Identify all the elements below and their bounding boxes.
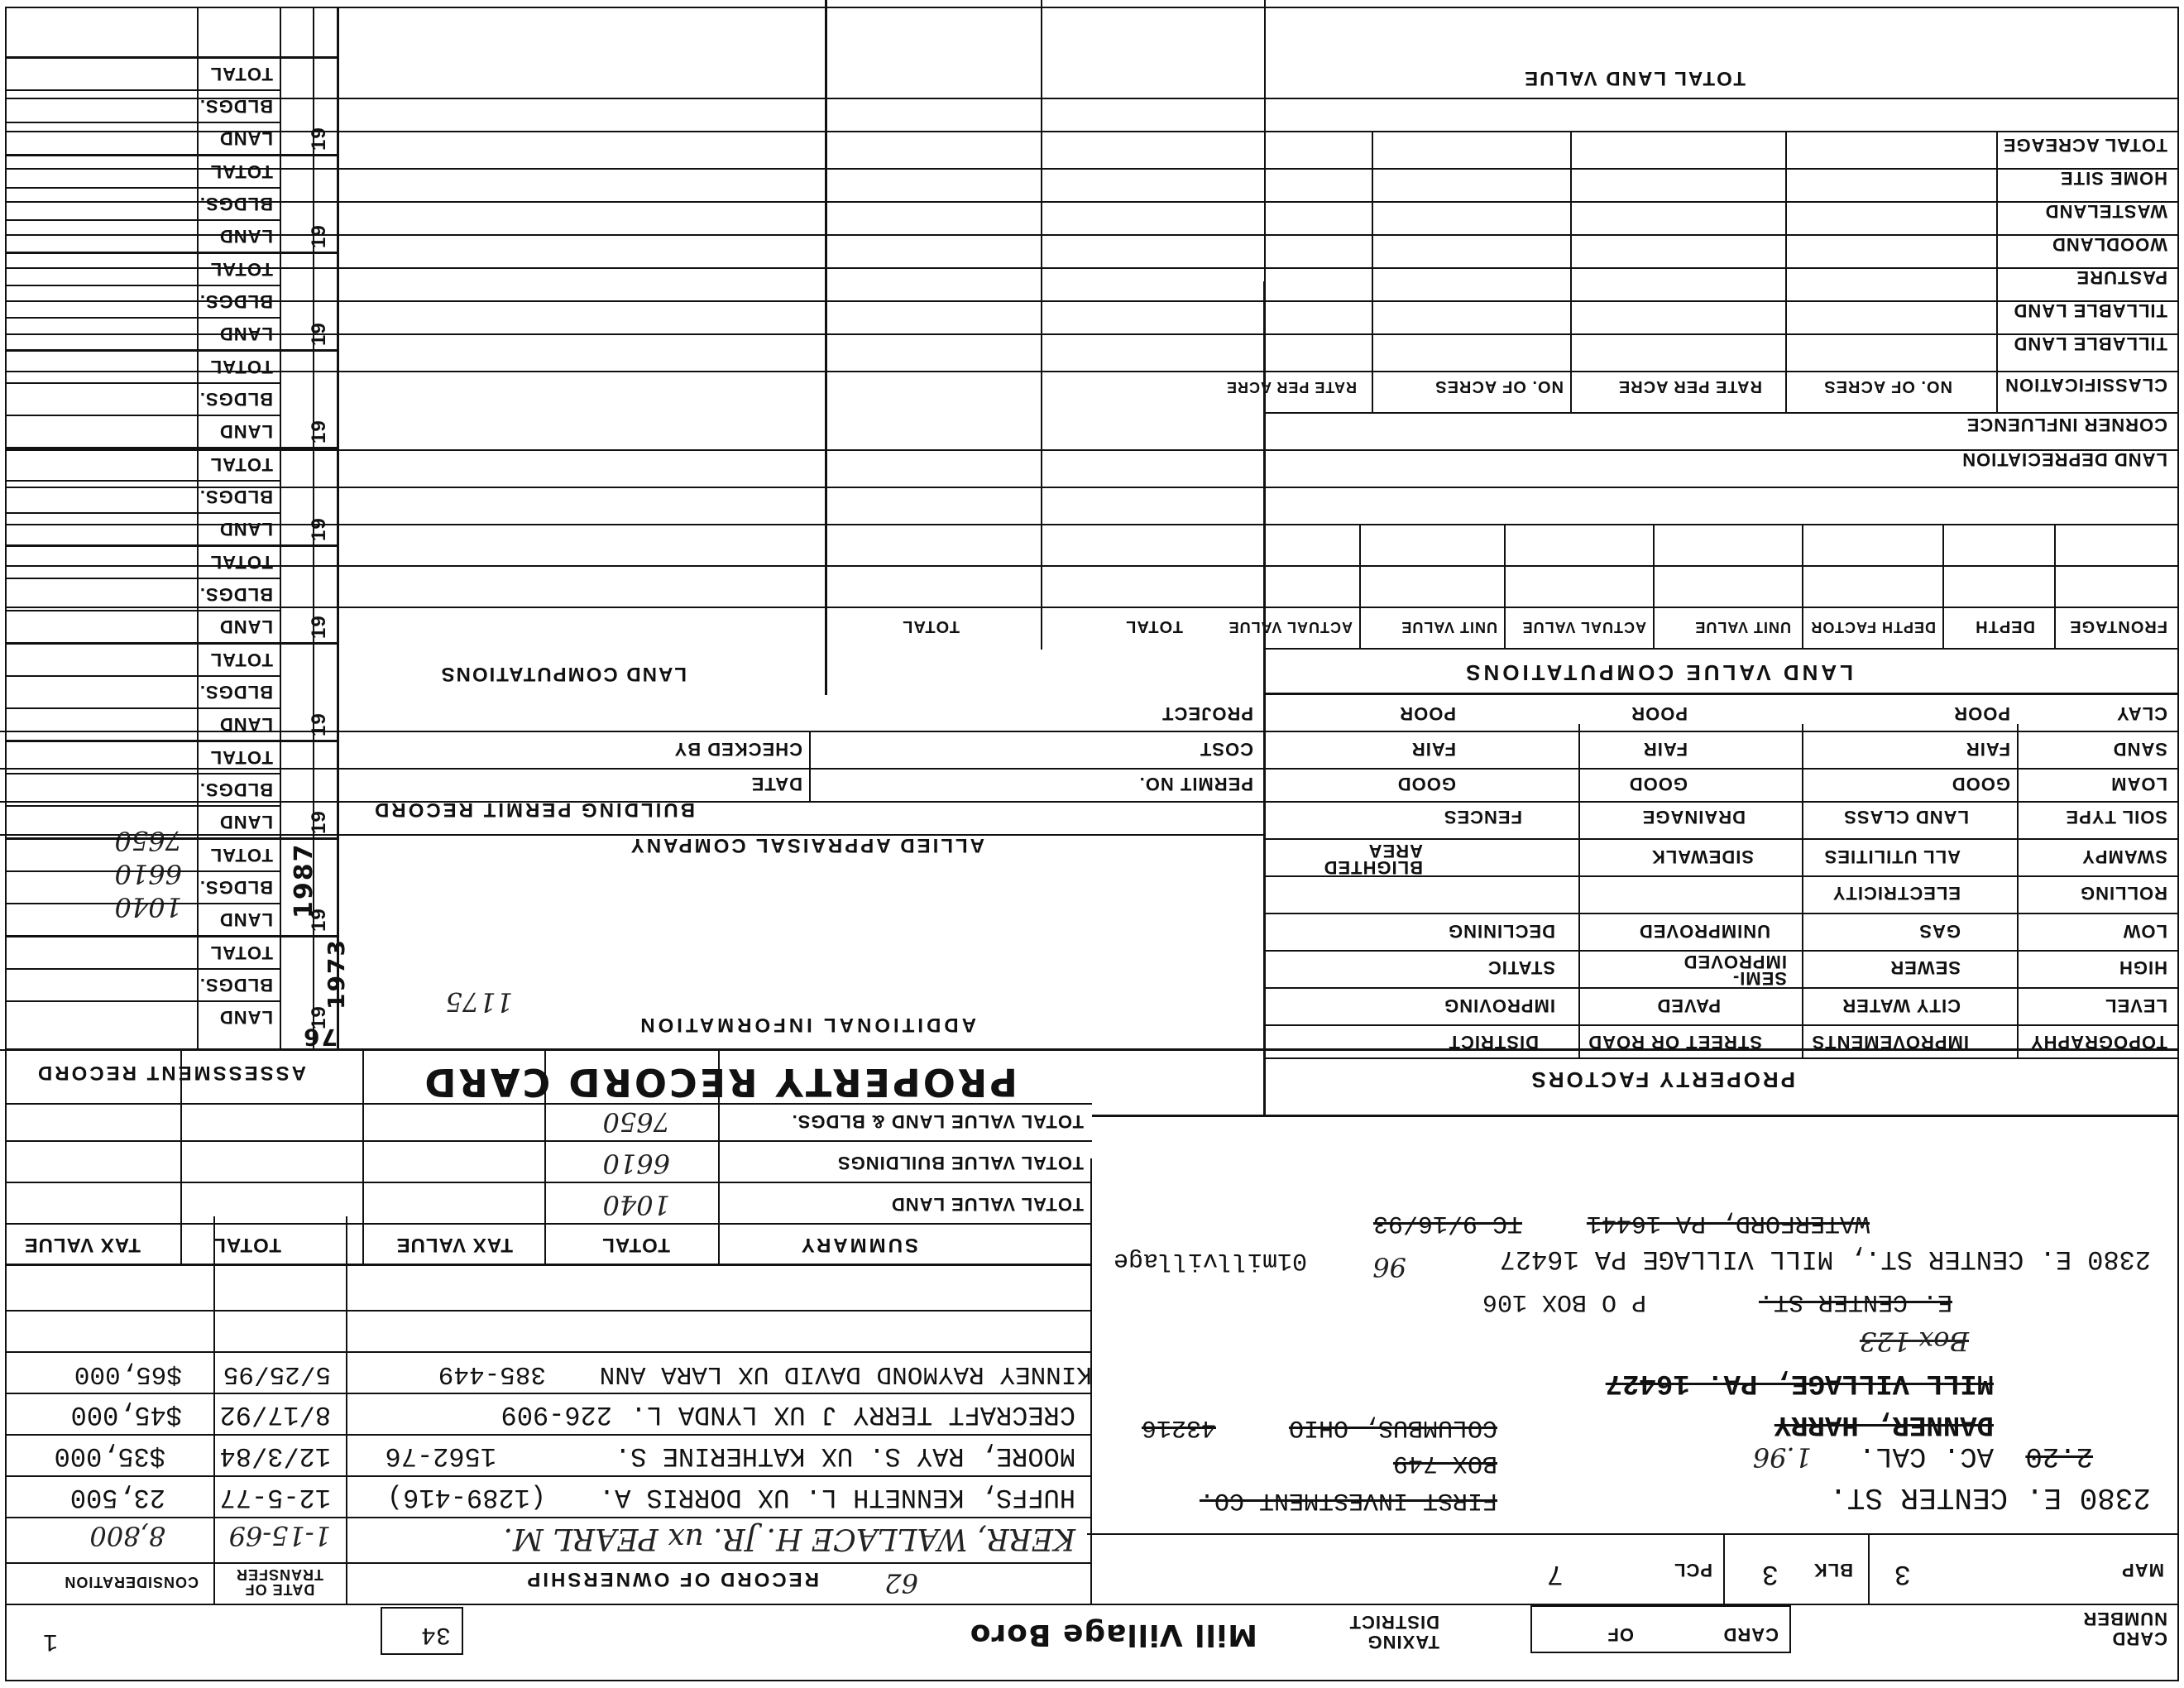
ownership-owner: HUFFS, KENNETH L. UX DORRIS A. [598,1482,1075,1513]
topography-item: ROLLING [2080,883,2167,904]
pcl-label: PCL [1674,1560,1712,1580]
divider [5,544,339,547]
building-permit-title: BUILDING PERMIT RECORD [372,798,695,821]
divider [5,168,2179,170]
assessment-hand-value: 1040 [114,891,182,923]
no-of-acres-label: NO. OF ACRES [1823,377,1952,396]
divider [809,732,811,803]
classification-row: TOTAL ACREAGE [2002,135,2167,156]
divider [5,447,339,449]
land-class-title: LAND CLASS [1843,807,1969,827]
permit-no-label: PERMIT NO. [1138,774,1253,794]
assessment-row-label: TOTAL [209,259,273,280]
summary-title: SUMMARY [798,1234,918,1256]
assessment-row-label: BLDGS. [199,487,273,507]
summary-total-value: 7650 [602,1106,670,1138]
col-actual-value: ACTUAL VALUE [1521,619,1646,635]
summary-bldg-value: 6610 [602,1148,670,1179]
corner-influence-label: CORNER INFLUENCE [1966,415,2167,435]
allied-company: ALLIED APPRAISAL COMPANY [628,834,984,856]
divider [0,768,1266,770]
divider [1264,0,1266,650]
location-line1: 2380 E. CENTER ST. [1829,1480,2151,1514]
soil-item: CLAY [2116,703,2167,724]
assessment-row-label: BLDGS. [199,96,273,117]
classification-label: CLASSIFICATION [2004,375,2167,396]
ownership-col-consideration: CONSIDERATION [64,1574,199,1590]
col-actual-value-2: ACTUAL VALUE [1228,619,1353,635]
land-value-title: LAND VALUE COMPUTATIONS [1463,660,1853,685]
divider [346,1216,347,1605]
assessment-title: ASSESSMENT RECORD [35,1062,306,1084]
divider [5,1310,1092,1312]
assessment-year-prefix: 19 [308,615,330,639]
topography-item: HIGH [2119,957,2167,978]
po-box: P O BOX 106 [1482,1288,1646,1316]
summary-land-label: TOTAL VALUE LAND [890,1194,1084,1215]
ownership-col-transfer: DATE OF TRANSFER [236,1566,323,1598]
divider [1504,525,1506,650]
acres-text: AC. CAL. [1858,1440,1994,1471]
total-land-value-label: TOTAL LAND VALUE [1523,67,1746,89]
fences-title: FENCES [1443,807,1522,827]
street-item: UNIMPROVED [1638,921,1770,942]
divider [5,1351,1092,1353]
drainage-title: DRAINAGE [1641,807,1746,827]
ownership-owner: CRECRAFT TERRY J UX LYNDA L. [630,1399,1075,1430]
additional-info-title: ADDITIONAL INFORMATION [637,1014,976,1036]
improvements-item: ELECTRICITY [1832,883,1961,904]
district-item: IMPROVING [1444,995,1555,1016]
divider [0,731,1266,732]
land-computations-label: LAND COMPUTATIONS [439,663,687,685]
assessment-row-label: LAND [218,616,273,637]
classification-row: TILLABLE LAND [2013,300,2167,321]
divider [362,1051,364,1266]
assessment-hand-value: 7650 [114,825,182,856]
assessment-row-label: LAND [218,812,273,832]
summary-col-total-2: TOTAL [213,1234,281,1256]
improvements-item: CITY WATER [1842,995,1961,1016]
pcl-value: 7 [1546,1557,1564,1589]
assessment-row-label: LAND [218,714,273,735]
ownership-date: 1-15-69 [228,1520,331,1551]
ownership-date: 5/25/95 [223,1360,331,1388]
divider [5,1604,2179,1605]
col-total-2: TOTAL [902,617,960,635]
divider [5,1517,1092,1518]
assessment-row-label: TOTAL [209,357,273,377]
drainage-item: POOR [1631,703,1688,724]
assessment-year-87: 1987 [290,842,318,918]
soil-item: SAND [2112,739,2167,760]
divider [5,837,339,840]
divider [1266,950,2179,952]
card-label: CARD [1722,1624,1779,1645]
drainage-item: GOOD [1628,774,1688,794]
col-unit-value-2: UNIT VALUE [1401,619,1497,635]
district-item: STATIC [1487,957,1555,978]
soil-item: LOAM [2110,774,2167,794]
land-depreciation-label: LAND DEPRECIATION [1961,449,2167,470]
acres-handwritten: 1.96 [1752,1441,1812,1473]
summary-col-tax: TAX VALUE [395,1234,513,1256]
old-box: BOX 749 [1392,1449,1497,1477]
divider [5,317,281,319]
divider [5,285,281,286]
divider [5,1562,1092,1564]
divider [1266,731,2179,732]
of-label: OF [1607,1624,1634,1645]
divider [1868,1535,1870,1605]
divider [197,7,199,1051]
district-code: 34 [420,1620,451,1648]
divider [5,234,2179,236]
divider [5,1475,1092,1477]
divider [5,1264,1092,1266]
assessment-row-label: TOTAL [209,552,273,573]
ownership-consideration: 23,500 [69,1482,165,1513]
divider [5,487,2179,488]
divider [1266,693,2179,695]
old-zip: 43216 [1141,1413,1216,1441]
divider [5,449,2179,451]
divider [825,0,827,695]
divider [5,480,281,482]
old-owner1: FIRST INVESTMENT CO. [1199,1486,1497,1514]
divider [5,382,281,384]
summary-land-value: 1040 [602,1189,670,1220]
assessment-row-label: BLDGS. [199,291,273,312]
divider [5,56,339,59]
assessment-year-prefix: 19 [308,517,330,541]
divider [1578,724,1580,840]
col-unit-value: UNIT VALUE [1694,619,1791,635]
ownership-owner: MOORE, RAY S. UX KATHERINE S. [615,1441,1075,1471]
ownership-deed: 385-449 [438,1360,546,1388]
divider [5,98,2179,99]
blk-label: BLK [1813,1560,1853,1580]
divider [1802,525,1803,650]
old-town: MILL VILLAGE, PA. 16427 [1605,1367,1994,1398]
assessment-row-label: LAND [218,324,273,344]
divider [5,1223,1092,1225]
divider [213,1216,215,1605]
divider [1092,1115,2179,1117]
assessment-row-label: TOTAL [209,845,273,866]
ownership-hand-year: 62 [884,1567,918,1599]
divider [5,1140,1092,1142]
divider [280,7,281,1051]
col-depth-factor: DEPTH FACTOR [1810,619,1936,635]
assessment-row-label: TOTAL [209,64,273,84]
divider [1266,801,2179,803]
divider [5,1000,281,1002]
divider [5,1182,1092,1183]
assessment-year-76: 76 [302,1024,338,1051]
divider [2054,525,2056,650]
rate-per-acre-label: RATE PER ACRE [1617,377,1762,396]
col-depth: DEPTH [1975,617,2035,635]
divider [0,801,1266,803]
assessment-year-prefix: 19 [308,224,330,248]
map-label: MAP [2121,1560,2164,1580]
divider [1266,913,2179,914]
blk-value: 3 [1761,1557,1779,1589]
divider [1266,1024,2179,1026]
divider [5,371,2179,372]
divider [1266,412,2179,414]
code-01: 01millvillage [1113,1246,1307,1274]
ownership-date: 12/3/84 [219,1441,331,1471]
divider [5,935,339,938]
topography-title: TOPOGRAPHY [2029,1032,2167,1053]
card-number-label: CARD NUMBER [2082,1609,2167,1649]
col-frontage: FRONTAGE [2069,617,2167,635]
divider [1802,724,1803,840]
classification-row: HOME SITE [2059,168,2167,189]
divider [1266,838,2179,840]
land-class-item: FAIR [1965,739,2010,760]
divider [1723,1535,1725,1605]
assessment-year-prefix: 19 [308,810,330,834]
assessment-hand-value: 6610 [114,858,182,890]
assessment-row-label: BLDGS. [199,584,273,605]
divider [1266,768,2179,770]
divider [5,524,2179,525]
assessment-year-73: 1973 [323,938,350,1009]
acres-struck: 2.20 [2025,1440,2093,1471]
ownership-date: 12-5-77 [219,1482,331,1513]
ownership-deed: (1289-416) [386,1482,546,1513]
divider [5,773,281,774]
property-record-card-title: PROPERTY RECORD CARD [422,1060,1018,1105]
topography-item: LEVEL [2105,995,2167,1016]
divider [1266,1057,2179,1059]
classification-row: WOODLAND [2052,234,2167,255]
classification-row: PASTURE [2076,267,2167,288]
divider [1942,525,1944,650]
assessment-row-label: BLDGS. [199,779,273,800]
permit-cost-label: COST [1199,739,1253,760]
divider [0,1049,1266,1051]
divider [5,131,2179,132]
divider [5,740,339,742]
map-value: 3 [1894,1557,1911,1589]
divider [5,578,281,579]
summary-total-label: TOTAL VALUE LAND & BLDGS. [791,1111,1084,1132]
assessment-row-label: BLDGS. [199,194,273,214]
improvements-item: ALL UTILITIES [1823,846,1961,867]
assessment-year-prefix: 19 [308,322,330,346]
old-box2: Box 123 [1859,1326,1969,1357]
assessment-year-prefix: 19 [308,127,330,151]
divider [5,610,281,611]
ownership-deed: 1562-76 [385,1441,496,1471]
assessment-row-label: LAND [218,226,273,247]
assessment-row-label: BLDGS. [199,682,273,703]
ownership-owner: KERR, WALLACE H. JR. ux PEARL M. [503,1522,1075,1556]
divider [0,834,1266,836]
summary-col-tax-2: TAX VALUE [23,1234,141,1256]
hand-96: 96 [1372,1251,1406,1283]
old-city: COLUMBUS, OHIO [1288,1413,1497,1441]
drainage-item: FAIR [1642,739,1688,760]
divider [5,415,281,416]
old-street: E. CENTER ST. [1758,1288,1952,1316]
divider [5,267,2179,269]
ownership-date: 8/17/92 [219,1399,331,1430]
ownership-consideration: $65,000 [74,1360,182,1388]
assessment-row-label: LAND [218,128,273,149]
divider [5,333,2179,335]
divider [5,642,339,645]
old-owner2: DANNER, HARRY [1774,1408,1994,1440]
divider [5,252,339,254]
fences-item: FAIR [1410,739,1456,760]
summary-bldg-label: TOTAL VALUE BUILDINGS [836,1153,1084,1173]
land-class-item: GOOD [1951,774,2010,794]
district-item: DECLINING [1448,921,1555,942]
divider [1266,987,2179,989]
ownership-deed: 226-909 [500,1399,612,1430]
rate-per-acre-label-2: RATE PER ACRE [1225,379,1357,396]
taxing-district-label: TAXING DISTRICT [1348,1612,1439,1652]
property-factors-title: PROPERTY FACTORS [1529,1067,1795,1092]
fences-item: GOOD [1396,774,1456,794]
ownership-consideration: 8,800 [89,1520,165,1551]
ownership-consideration: $45,000 [70,1399,182,1430]
address2: 2380 E. CENTER ST., MILL VILLAGE PA 16427 [1499,1244,2151,1274]
assessment-year-prefix: 19 [308,712,330,736]
col-total: TOTAL [1125,617,1183,635]
ownership-title: RECORD OF OWNERSHIP [524,1568,819,1590]
assessment-row-label: LAND [218,421,273,442]
waterford: WATERFORD, PA 16441 [1586,1209,1870,1237]
divider [5,870,281,872]
assessment-year-prefix: 19 [308,420,330,444]
topography-item: LOW [2122,921,2167,942]
assessment-year-prefix: 19 [308,908,330,932]
street-item: SIDEWALK [1650,846,1754,867]
improvements-title: IMPROVEMENTS [1811,1032,1969,1053]
assessment-row-label: LAND [218,1007,273,1028]
fences-item: POOR [1399,703,1456,724]
assessment-row-label: TOTAL [209,650,273,670]
permit-project-label: PROJECT [1161,703,1253,724]
assessment-row-label: TOTAL [209,942,273,963]
assessment-row-label: BLDGS. [199,389,273,410]
taxing-district-value: Mill Village Boro [969,1618,1257,1652]
divider [5,89,281,91]
summary-col-total: TOTAL [601,1234,670,1256]
district-item: BLIGHTED AREA [1323,841,1423,878]
improvements-item: SEWER [1889,957,1961,978]
divider [5,201,2179,203]
divider [5,349,339,352]
topography-item: SWAMPY [2081,846,2167,867]
assessment-row-label: LAND [218,519,273,539]
assessment-row-label: BLDGS. [199,975,273,995]
divider [5,154,339,156]
district-title: DISTRICT [1448,1032,1539,1053]
divider [5,122,281,123]
divider [5,187,281,189]
tc-date: TC 9/16/93 [1372,1209,1522,1237]
assessment-year-prefix: 19 [308,1005,330,1029]
assessment-row-label: TOTAL [209,454,273,475]
divider [5,968,281,970]
ownership-consideration: $35,000 [54,1441,165,1471]
classification-row: WASTELAND [2044,201,2167,222]
divider [1266,648,2179,650]
land-class-item: POOR [1953,703,2010,724]
classification-row: TILLABLE LAND [2013,333,2167,354]
divider [5,219,281,221]
divider [5,607,2179,608]
divider [5,512,281,514]
divider [5,675,281,677]
street-title: STREET OR ROAD [1588,1032,1762,1053]
assessment-row-label: BLDGS. [199,877,273,898]
divider [5,1393,1092,1394]
divider [1653,525,1655,650]
divider [1359,525,1361,650]
assessment-row-label: LAND [218,909,273,930]
assessment-row-label: TOTAL [209,747,273,768]
divider [5,903,281,904]
no-of-acres-label-2: NO. OF ACRES [1434,377,1564,396]
divider [2017,724,2019,840]
assessment-row-label: TOTAL [209,161,273,182]
permit-checked-label: CHECKED BY [673,739,802,760]
ownership-owner: KINNEY RAYMOND DAVID UX LARA ANN [599,1360,1092,1388]
divider [5,1434,1092,1436]
divider [5,300,2179,302]
additional-info-hand: 1175 [445,986,513,1018]
divider [5,565,2179,567]
soil-type-title: SOIL TYPE [2065,807,2167,827]
permit-date-label: DATE [750,774,802,794]
divider [5,805,281,807]
divider [5,707,281,709]
divider [1041,0,1042,650]
street-item: PAVED [1656,995,1721,1016]
divider [337,7,339,1051]
street-item: SEMI-IMPROVED [1683,952,1787,989]
divider [1087,1533,2179,1535]
card-number-value: 1 [42,1627,58,1655]
improvements-item: GAS [1918,921,1961,942]
